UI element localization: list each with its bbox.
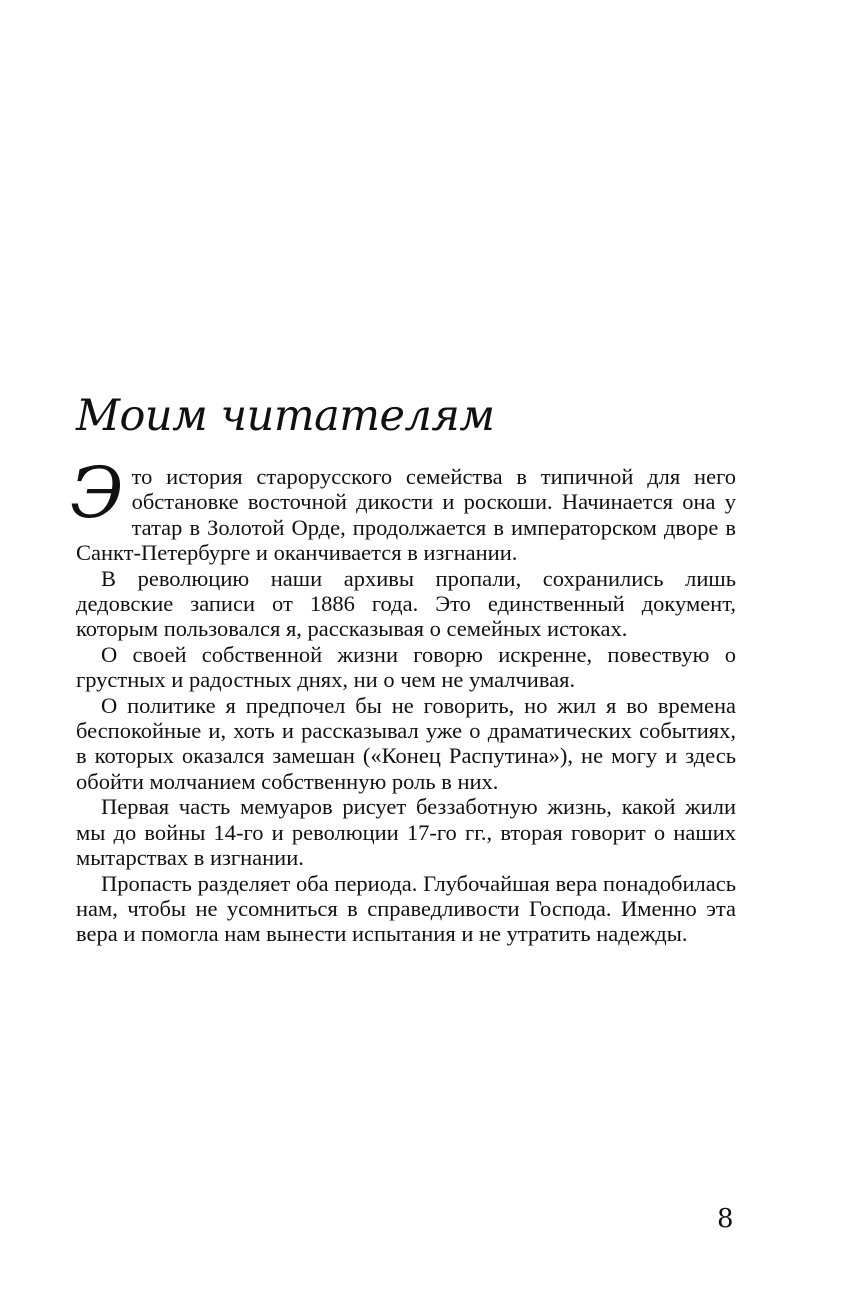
paragraph-2: В революцию наши архивы пропали, сохранились лишь дедовские записи от 1886 года. Это единственный документ, которым пользовался я, рассказывая о семейных истоках. <box>76 565 736 642</box>
chapter-title: Моим читателям <box>76 391 495 441</box>
paragraph-1 <box>70 452 736 566</box>
paragraph-6: Пропасть разделяет оба периода. Глубочайшая вера понадобилась нам, чтобы не усомниться в справедливости Господа. Именно эта вера и помогла нам вынести испытания и не утратить надежды. <box>76 870 736 947</box>
chapter-body <box>70 452 736 947</box>
paragraph-4: О политике я предпочел бы не говорить, но жил я во времена беспокойные и, хоть и рассказывал уже о драматических событиях, в которых оказался замешан («Конец Распутина»), не могу и здесь обойти молчанием собственную роль в них. <box>76 692 736 794</box>
drop-cap: Э <box>70 452 124 534</box>
paragraph-3: О своей собственной жизни говорю искренне, повествую о грустных и радостных днях, ни о чем не умалчивая. <box>76 641 736 693</box>
page-number: 8 <box>717 1204 734 1234</box>
paragraph-1-text: то история старорусского семейства в типичной для него обстановке восточной дикости и роскоши. Начинается она у татар в Золотой Орде, продолжается в императорском дворе в Санкт-Петербурге и оканчивается в изгнании. <box>76 464 736 566</box>
paragraph-5: Первая часть мемуаров рисует беззаботную жизнь, какой жили мы до войны 14-го и революции 17-го гг., вторая говорит о наших мытарствах в изгнании. <box>76 794 736 871</box>
